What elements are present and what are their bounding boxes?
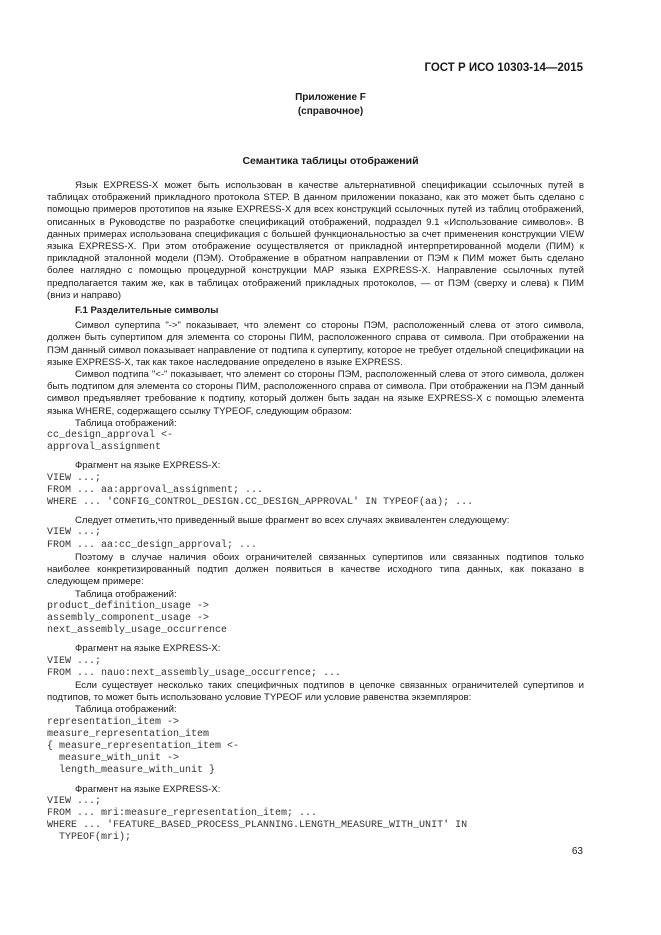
label-mapping-table-1: Таблица отображений: bbox=[75, 417, 177, 429]
section-heading: F.1 Разделительные символы bbox=[75, 305, 219, 317]
code-block-4: product_definition_usage -> assembly_component_usage -> next_assembly_usage_occurrence bbox=[47, 600, 228, 637]
label-mapping-table-2: Таблица отображений: bbox=[75, 588, 177, 600]
code-block-7: VIEW ...; FROM ... mri:measure_representation_item; ... WHERE ... 'FEATURE_BASED_PROCESS_PLANNING.LENGTH_MEASURE_WITH_UNIT' IN TYPEOF(mri); bbox=[47, 795, 468, 844]
label-mapping-table-3: Таблица отображений: bbox=[75, 704, 177, 716]
paragraph-supertype: Символ супертипа "->" показывает, что элемент со стороны ПЭМ, расположенный слева от этого символа, должен быть супертипом для элемента со стороны ПИМ, расположенного справа от символа. При отображении на ПЭМ данный символ показывает направление от подтипа к супертипу, которое не требует отдельной спецификации на языке EXPRESS-X, так как такое наследование определено в языке EXPRESS. bbox=[47, 320, 584, 368]
label-fragment-1: Фрагмент на языке EXPRESS-X: bbox=[75, 460, 221, 472]
label-fragment-3: Фрагмент на языке EXPRESS-X: bbox=[75, 783, 221, 795]
code-block-6: representation_item -> measure_representation_item { measure_representation_item <- measure_with_unit -> length_measure_with_unit } bbox=[47, 716, 240, 777]
standard-header: ГОСТ Р ИСО 10303-14—2015 bbox=[424, 62, 583, 74]
annex-subtitle: (справочное) bbox=[297, 106, 364, 117]
annex-heading bbox=[0, 91, 661, 119]
code-block-3: VIEW ...; FROM ... aa:cc_design_approval; ... bbox=[47, 527, 258, 551]
paragraph-intro: Язык EXPRESS-X может быть использован в качестве альтернативной спецификации ссылочных путей в таблицах отображений прикладного протокола STEP. В данном приложении показано, как это может быть сделано с помощью примеров прототипов на языке EXPRESS-X для всех конструкций ссылочных путей из таблиц отображений, описанных в Руководстве по разработке спецификаций отображений, подраздел 9.1 «Использование символов». В данных примерах использована спецификация с большей функциональностью за счет применения конструкции VIEW языка EXPRESS-X. При этом отображение осуществляется от прикладной интерпретированной модели (ПИМ) к прикладной эталонной модели (ПЭМ). Отображение в обратном направлении от ПЭМ к ПИМ может быть сделано более наглядно с помощью процедурной конструкции MAP языка EXPRESS-X. Направление ссылочных путей предполагается таким же, как в таблицах отображений прикладных протоколов, — от ПЭМ (сверху и слева) к ПИМ (вниз и направо) bbox=[47, 180, 584, 301]
page-title: Семантика таблицы отображений bbox=[242, 155, 419, 167]
paragraph-specific-subtype: Поэтому в случае наличия обоих ограничителей связанных супертипов или связанных подтипов только наиболее конкретизированный подтип должен появиться в качестве исходного типа данных, как показано в следующем примере: bbox=[47, 551, 584, 588]
code-block-2: VIEW ...; FROM ... aa:approval_assignment; ... WHERE ... 'CONFIG_CONTROL_DESIGN.CC_DESIGN_APPROVAL' IN TYPEOF(aa); ... bbox=[47, 472, 474, 509]
code-block-5: VIEW ...; FROM ... nauo:next_assembly_usage_occurrence; ... bbox=[47, 655, 342, 679]
paragraph-typeof: Если существует несколько таких специфичных подтипов в цепочке связанных ограничителей супертипов и подтипов, то может быть использовано условие TYPEOF или условие равенства экземпляров: bbox=[47, 679, 584, 704]
annex-title: Приложение F bbox=[295, 92, 366, 103]
document-body bbox=[47, 180, 584, 845]
paragraph-equivalent: Следует отметить,что приведенный выше фрагмент во всех случаях эквивалентен следующему: bbox=[75, 515, 510, 527]
paragraph-subtype: Символ подтипа "<-" показывает, что элемент со стороны ПЭМ, расположенный слева от этого символа, должен быть подтипом для элемента со стороны ПИМ, расположенного справа от символа. При отображении на ПЭМ данный символ предъявляет требование к подтипу, который должен быть задан на языке EXPRESS-X с помощью элемента языка WHERE, содержащего ссылку TYPEOF, следующим образом: bbox=[47, 369, 584, 417]
label-fragment-2: Фрагмент на языке EXPRESS-X: bbox=[75, 643, 221, 655]
code-block-1: cc_design_approval <- approval_assignment bbox=[47, 430, 174, 454]
page-number: 63 bbox=[571, 846, 583, 857]
